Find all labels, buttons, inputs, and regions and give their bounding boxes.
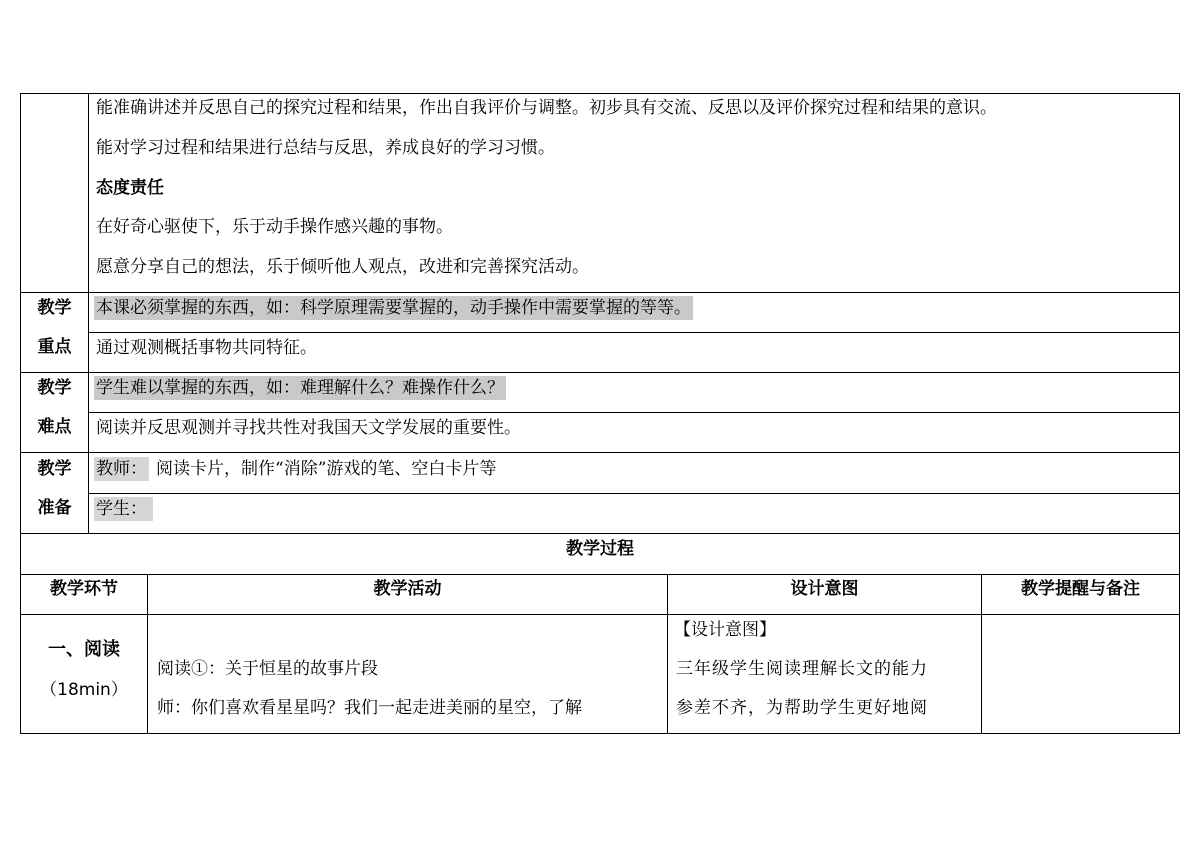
objective-text: 能准确讲述并反思自己的探究过程和结果，作出自我评价与调整。初步具有交流、反思以及评价探究过程和结果的意识。 <box>96 98 997 118</box>
preparation-label: 教学 <box>37 459 72 479</box>
preparation-label: 准备 <box>37 498 72 518</box>
intent-text: 参差不齐，为帮助学生更好地阅 <box>676 698 928 718</box>
header-stage: 教学环节 <box>50 579 118 599</box>
intent-heading: 【设计意图】 <box>674 620 776 640</box>
objective-text: 愿意分享自己的想法，乐于倾听他人观点，改进和完善探究活动。 <box>96 257 589 277</box>
teacher-prep-content: 阅读卡片，制作“消除”游戏的笔、空白卡片等 <box>156 459 497 479</box>
table-col-divider <box>88 93 89 533</box>
activity-text: 阅读①：关于恒星的故事片段 <box>157 659 378 679</box>
table-rule <box>20 292 1180 293</box>
attitude-heading: 态度责任 <box>96 178 164 198</box>
process-title: 教学过程 <box>566 539 634 559</box>
table-rule <box>88 332 1180 333</box>
key-points-hint: 本课必须掌握的东西，如：科学原理需要掌握的，动手操作中需要掌握的等等。 <box>96 298 691 318</box>
notes-cell <box>982 615 1179 733</box>
table-border-left <box>20 93 21 734</box>
key-points-label: 教学 <box>37 298 72 318</box>
header-intent: 设计意图 <box>790 579 859 599</box>
table-rule <box>20 372 1180 373</box>
key-points-content: 通过观测概括事物共同特征。 <box>96 338 317 358</box>
table-rule <box>20 574 1180 575</box>
difficulties-label: 难点 <box>37 417 72 437</box>
table-rule <box>20 533 1180 534</box>
table-rule <box>88 412 1180 413</box>
table-rule <box>88 493 1180 494</box>
objective-text: 在好奇心驱使下，乐于动手操作感兴趣的事物。 <box>96 217 453 237</box>
table-border-right <box>1179 93 1180 734</box>
intent-text: 三年级学生阅读理解长文的能力 <box>676 659 928 679</box>
table-rule <box>20 452 1180 453</box>
header-activity: 教学活动 <box>373 579 442 599</box>
stage-name: 一、阅读 <box>48 639 120 660</box>
header-notes: 教学提醒与备注 <box>1021 579 1140 599</box>
table-border-top <box>20 93 1180 94</box>
objective-text: 能对学习过程和结果进行总结与反思，养成良好的学习习惯。 <box>96 138 555 158</box>
activity-text: 师：你们喜欢看星星吗？我们一起走进美丽的星空，了解 <box>157 698 582 718</box>
difficulties-hint: 学生难以掌握的东西，如：难理解什么？难操作什么？ <box>96 378 504 398</box>
difficulties-content: 阅读并反思观测并寻找共性对我国天文学发展的重要性。 <box>96 418 521 438</box>
teacher-prep-label: 教师： <box>96 459 147 479</box>
table-border-bottom <box>20 733 1180 734</box>
student-prep-label: 学生： <box>94 497 153 521</box>
key-points-label: 重点 <box>37 337 72 357</box>
difficulties-label: 教学 <box>37 378 72 398</box>
stage-time: （18min） <box>40 680 128 700</box>
